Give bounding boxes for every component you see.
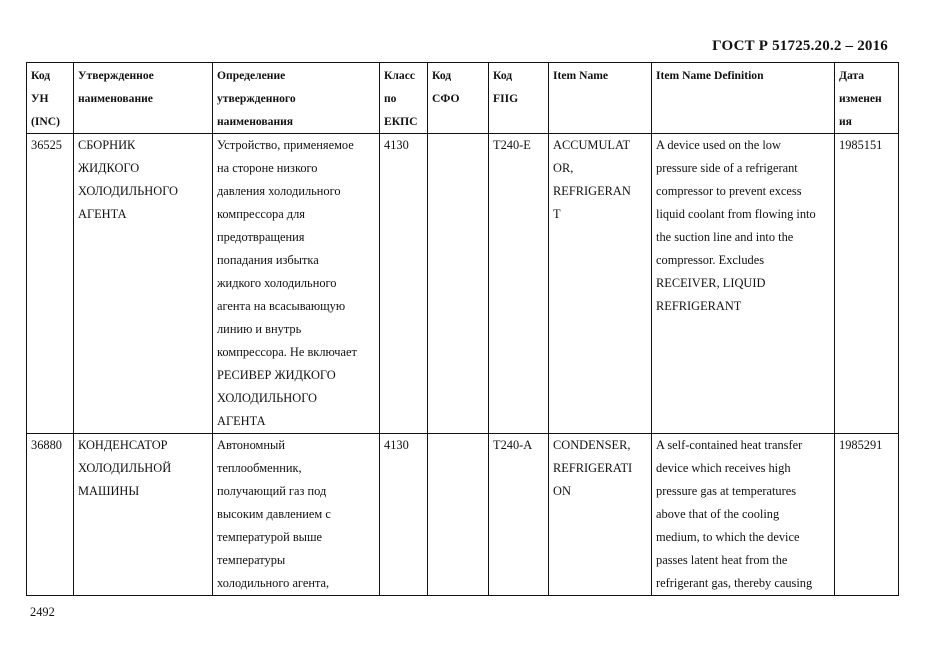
catalog-table <box>26 62 899 596</box>
cell-inc: 36880 <box>27 434 74 596</box>
cell-inc: 36525 <box>27 134 74 434</box>
cell-item-name-line: T <box>553 207 561 221</box>
header-class-line2: по <box>384 92 397 105</box>
cell-item-name <box>549 434 652 596</box>
header-sfo-line2: СФО <box>432 92 460 105</box>
cell-definition-line: температурой выше <box>217 530 323 544</box>
header-item-name-line1: Item Name <box>553 69 609 82</box>
header-fiig-line2: FIIG <box>493 92 519 105</box>
cell-item-name-definition-line: device which receives high <box>656 461 791 475</box>
cell-item-name-definition-line: above that of the cooling <box>656 507 780 521</box>
header-definition-line1: Определение <box>217 69 286 82</box>
cell-item-name-line: REFRIGERAN <box>553 184 631 198</box>
cell-definition-line: жидкого холодильного <box>217 276 337 290</box>
cell-change-date: 1985291 <box>835 434 899 596</box>
cell-definition-line: агента на всасывающую <box>217 299 346 313</box>
header-fiig-line1: Код <box>493 69 513 82</box>
header-inc-line1: Код <box>31 69 51 82</box>
cell-approved-name-line: ХОЛОДИЛЬНОГО <box>78 184 179 198</box>
header-date-line2: изменен <box>839 92 882 105</box>
header-fiig-code <box>489 63 549 134</box>
cell-approved-name-line: МАШИНЫ <box>78 484 140 498</box>
cell-sfo-code <box>428 434 489 596</box>
header-item-name-definition <box>652 63 835 134</box>
header-approved-name-line2: наименование <box>78 92 153 105</box>
cell-item-name-definition-line: compressor. Excludes <box>656 253 765 267</box>
cell-change-date: 1985151 <box>835 134 899 434</box>
header-approved-name-line1: Утвержденное <box>78 69 154 82</box>
cell-item-name-definition <box>652 134 835 434</box>
cell-fiig-code: T240-A <box>489 434 549 596</box>
cell-definition-line: АГЕНТА <box>217 414 266 428</box>
cell-item-name-line: REFRIGERATI <box>553 461 633 475</box>
cell-item-name-line: ACCUMULAT <box>553 138 631 152</box>
cell-definition-line: холодильного агента, <box>217 576 330 590</box>
document-standard-title: ГОСТ Р 51725.20.2 – 2016 <box>712 38 888 54</box>
cell-item-name-definition-line: A self-contained heat transfer <box>656 438 803 452</box>
table-row <box>27 434 899 596</box>
cell-item-name-line: CONDENSER, <box>553 438 631 452</box>
header-class-line3: ЕКПС <box>384 115 418 128</box>
header-date-line1: Дата <box>839 69 865 82</box>
cell-definition-line: РЕСИВЕР ЖИДКОГО <box>217 368 336 382</box>
header-inc-line2: УН <box>31 92 49 105</box>
header-inc-line3: (INC) <box>31 115 60 128</box>
cell-definition-line: попадания избытка <box>217 253 319 267</box>
cell-definition-line: линию и внутрь <box>217 322 302 336</box>
cell-approved-name <box>74 134 213 434</box>
cell-item-name-definition-line: REFRIGERANT <box>656 299 742 313</box>
header-inc <box>27 63 74 134</box>
header-definition-line3: наименования <box>217 115 294 128</box>
cell-item-name-definition-line: A device used on the low <box>656 138 781 152</box>
cell-approved-name <box>74 434 213 596</box>
cell-item-name-definition-line: the suction line and into the <box>656 230 794 244</box>
cell-item-name-definition-line: RECEIVER, LIQUID <box>656 276 766 290</box>
cell-definition <box>213 434 380 596</box>
cell-approved-name-line: ЖИДКОГО <box>78 161 140 175</box>
cell-definition-line: высоким давлением с <box>217 507 331 521</box>
cell-definition-line: компрессора. Не включает <box>217 345 357 359</box>
cell-definition-line: давления холодильного <box>217 184 341 198</box>
cell-class-ekps: 4130 <box>380 434 428 596</box>
header-item-name <box>549 63 652 134</box>
cell-item-name-definition <box>652 434 835 596</box>
header-class-line1: Класс <box>384 69 415 82</box>
cell-approved-name-line: КОНДЕНСАТОР <box>78 438 168 452</box>
cell-item-name-line: ON <box>553 484 571 498</box>
cell-item-name-definition-line: pressure side of a refrigerant <box>656 161 798 175</box>
cell-sfo-code <box>428 134 489 434</box>
header-date-line3: ия <box>839 115 852 128</box>
header-sfo-line1: Код <box>432 69 452 82</box>
cell-definition-line: получающий газ под <box>217 484 327 498</box>
cell-definition <box>213 134 380 434</box>
header-sfo-code <box>428 63 489 134</box>
cell-approved-name-line: СБОРНИК <box>78 138 136 152</box>
cell-fiig-code: T240-E <box>489 134 549 434</box>
cell-definition-line: теплообменник, <box>217 461 302 475</box>
cell-item-name-line: OR, <box>553 161 574 175</box>
cell-definition-line: ХОЛОДИЛЬНОГО <box>217 391 318 405</box>
cell-item-name <box>549 134 652 434</box>
cell-definition-line: предотвращения <box>217 230 305 244</box>
cell-definition-line: на стороне низкого <box>217 161 318 175</box>
cell-item-name-definition-line: refrigerant gas, thereby causing <box>656 576 813 590</box>
header-definition <box>213 63 380 134</box>
cell-approved-name-line: ХОЛОДИЛЬНОЙ <box>78 461 172 475</box>
header-change-date <box>835 63 899 134</box>
header-approved-name <box>74 63 213 134</box>
cell-item-name-definition-line: medium, to which the device <box>656 530 800 544</box>
cell-class-ekps: 4130 <box>380 134 428 434</box>
cell-definition-line: компрессора для <box>217 207 305 221</box>
cell-definition-line: температуры <box>217 553 286 567</box>
cell-item-name-definition-line: liquid coolant from flowing into <box>656 207 816 221</box>
cell-definition-line: Устройство, применяемое <box>217 138 354 152</box>
cell-item-name-definition-line: pressure gas at temperatures <box>656 484 797 498</box>
header-class-ekps <box>380 63 428 134</box>
cell-item-name-definition-line: compressor to prevent excess <box>656 184 802 198</box>
table-row <box>27 134 899 434</box>
header-definition-line2: утвержденного <box>217 92 296 105</box>
page-number: 2492 <box>30 605 55 619</box>
cell-item-name-definition-line: passes latent heat from the <box>656 553 788 567</box>
header-item-definition-line1: Item Name Definition <box>656 69 764 82</box>
table-header-row <box>27 63 899 134</box>
cell-approved-name-line: АГЕНТА <box>78 207 127 221</box>
cell-definition-line: Автономный <box>217 438 285 452</box>
